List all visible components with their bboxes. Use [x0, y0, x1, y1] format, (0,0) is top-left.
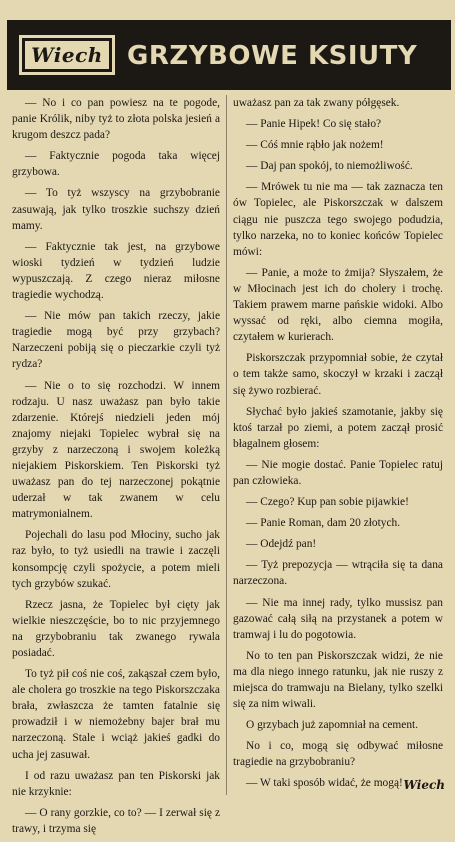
article-title: GRZYBOWE KSIUTY — [127, 41, 418, 71]
paragraph: O grzybach już zapomniał na cement. — [246, 719, 419, 732]
paragraph: — Cóś mnie rąbło jak nożem! — [246, 139, 384, 152]
author-signature: Wiech — [403, 778, 445, 792]
paragraph: — Panie Roman, dam 20 złotych. — [246, 517, 401, 530]
column-header — [7, 20, 451, 90]
paragraph: Rzecz jasna, że Topielec był cięty jak wielkie nieszczęście, bo to nic przyjemnego na grzybobraniu tak zwanego rywala posiadać. — [12, 598, 220, 659]
paragraph: — Daj pan spokój, to niemożliwość. — [246, 160, 413, 173]
paragraph: I od razu uważasz pan ten Piskorski jak nie krzyknie: — [12, 769, 220, 798]
paragraph: — Panie, a może to żmija? Słyszałem, że w Młocinach jest ich do cholery i trochę. Takiem prawem marne pańskie widoki. Albo wyssać od ręki, albo ciemna mogiła, czytałem w kurierach. — [233, 266, 443, 344]
paragraph: — Faktycznie tak jest, na grzybowe wioski tydzień w tydzień ludzie wypuszczają. Z czego nieraz miłosne tragiedie wychodzą. — [12, 240, 220, 302]
paragraph: — W taki sposób widać, że mogą! — [246, 777, 403, 790]
paragraph: — To tyż wszyscy na grzybobranie zasuwają, jak tylko troszkie suchszy dzień mamy. — [12, 187, 220, 232]
paragraph: — Tyż prepozycja — wtrąciła się ta dana narzeczona. — [233, 559, 443, 588]
paragraph: — Nie mów pan takich rzeczy, jakie tragiedie mogą być przy grzybach? Narzeczeni pobiją się o pieczarkie czyli tyż rydza? — [12, 310, 220, 371]
paragraph: Słychać było jakieś szamotanie, jakby się ktoś tarzał po ziemi, a potem zaczął prosić błagalnem głosem: — [233, 405, 443, 450]
logo-text: Wiech — [31, 43, 103, 67]
paragraph: — Panie Hipek! Co się stało? — [246, 118, 382, 131]
wiech-logo — [19, 35, 115, 75]
paragraph: — O rany gorzkie, co to? — I zerwał się z trawy, i trzyma się — [12, 806, 220, 835]
paragraph: No i co, mogą się odbywać miłosne tragiedie na grzybobraniu? — [233, 740, 443, 769]
paragraph: No to ten pan Piskorszczak widzi, że nie ma dla niego innego ratunku, jak nie ruszy z miejsca do tramwaju na Bielany, tylko szelki się za nim wiwali. — [233, 649, 443, 711]
paragraph: — No i co pan powiesz na te pogode, panie Królik, niby tyż to złota polska jesień a krugom deszcz pada? — [12, 97, 220, 142]
right-column — [233, 95, 443, 797]
paragraph: To tyż pił coś nie coś, zakąszał czem było, ale cholera go troszkie na tego Piskorszczaka brała, zwłaszcza że tamten fatalnie się prowadził i w niemożebny bajer brał mu narzeczoną. Stale i wciąż jakieś gadki do ucha jej zasuwał. — [12, 668, 220, 761]
paragraph: uważasz pan za tak zwany półgęsek. — [233, 97, 400, 109]
column-divider — [226, 95, 227, 795]
paragraph: — Nie mogie dostać. Panie Topielec ratuj pan człowieka. — [233, 458, 443, 487]
paragraph: — Nie ma innej rady, tylko mussisz pan gazować całą siłą na przystanek a potem w tramwaj i lu do pogotowia. — [233, 596, 443, 641]
paragraph: — Odejdź pan! — [246, 538, 317, 551]
left-column — [12, 95, 220, 842]
paragraph: — Mrówek tu nie ma — tak zaznacza ten ów Topielec, ale Piskorszczak w dalszem ciągu nie puszcza tego swojego podudzia, tylko narzeka, no to koniec końców Topielec mówi: — [233, 181, 443, 258]
paragraph: Piskorszczak przypomniał sobie, że czytał o tem także samo, skoczył w krzaki i zaczął się żywo rozbierać. — [233, 352, 443, 397]
paragraph: — Nie o to się rozchodzi. W innem rodzaju. U nasz uważasz pan było takie zdarzenie. Którejś niedzieli jeden mój znajomy niejaki Topielec wybrał się na grzyby z narzeczoną i swojem koleżką niejakiem Piskorskiem. Ten Piskorski tyż uważasz pan do tej narzeczonej pokątnie uderzał w tak zwanem w celu matrymonialnem. — [12, 379, 220, 521]
paragraph: — Czego? Kup pan sobie pijawkie! — [246, 496, 409, 509]
paragraph: Pojechali do lasu pod Młociny, sucho jak raz było, to tyż usiedli na trawie i zaczęli konsompcję czyli spożycie, a potem mieli tych grzybów szukać. — [12, 529, 220, 590]
paragraph: — Faktycznie pogoda taka więcej grzybowa. — [12, 150, 220, 179]
